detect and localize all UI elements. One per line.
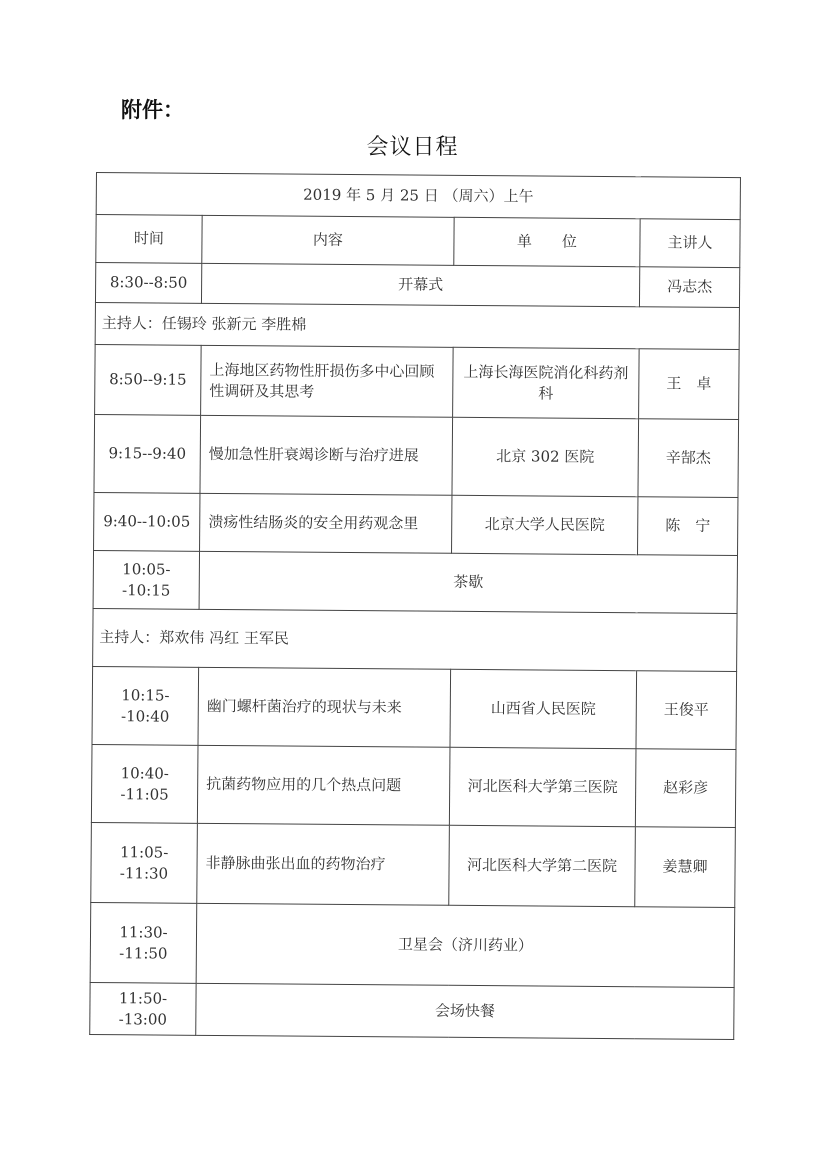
- unit-cell: 河北医科大学第二医院: [449, 825, 636, 906]
- unit-cell: 北京大学人民医院: [452, 495, 638, 554]
- column-header-time: 时间: [96, 215, 202, 264]
- content-cell: 抗菌药物应用的几个热点问题: [197, 745, 450, 825]
- unit-cell: 河北医科大学第三医院: [449, 747, 636, 826]
- speaker-cell: 赵彩彦: [635, 749, 736, 828]
- time-cell: 11:30--11:50: [90, 902, 197, 983]
- schedule-table: [89, 172, 741, 1040]
- time-cell: 10:05--10:15: [93, 550, 199, 609]
- table-row: [92, 666, 737, 749]
- unit-cell: 北京 302 医院: [452, 417, 639, 496]
- table-row: [95, 263, 739, 308]
- time-cell: 11:05--11:30: [91, 822, 198, 903]
- time-cell: 8:50--9:15: [95, 344, 202, 415]
- unit-cell: 山西省人民医院: [450, 669, 637, 748]
- host-cell: 主持人：任锡玲 张新元 李胜棉: [95, 302, 739, 349]
- column-header-content: 内容: [202, 215, 454, 265]
- content-cell: 上海地区药物性肝损伤多中心回顾性调研及其思考: [201, 345, 454, 417]
- content-cell: 慢加急性肝衰竭诊断与治疗进展: [200, 415, 453, 495]
- table-row: [90, 902, 735, 987]
- host-cell: 主持人：郑欢伟 冯红 王军民: [93, 608, 737, 671]
- attachment-label: 附件：: [121, 98, 184, 122]
- table-row: [91, 822, 736, 907]
- content-cell: 卫星会（济川药业）: [196, 903, 735, 987]
- speaker-cell: 王俊平: [636, 671, 737, 750]
- content-cell: 非静脉曲张出血的药物治疗: [197, 823, 450, 905]
- table-row: [95, 344, 740, 419]
- speaker-cell: 冯志杰: [639, 267, 739, 308]
- table-row: [93, 550, 737, 613]
- session-header: 2019 年 5 月 25 日 （周六）上午: [96, 173, 740, 220]
- session-header-row: [96, 173, 740, 220]
- time-cell: 8:30--8:50: [95, 263, 201, 304]
- time-cell: 9:15--9:40: [94, 414, 201, 493]
- column-header-speaker: 主讲人: [640, 219, 740, 268]
- speaker-cell: 王 卓: [639, 349, 740, 420]
- speaker-cell: 辛郜杰: [638, 419, 739, 498]
- content-cell: 茶歇: [199, 551, 737, 613]
- table-row: [90, 982, 734, 1039]
- content-cell: 会场快餐: [196, 983, 734, 1039]
- table-row: [94, 492, 738, 555]
- host-row: [93, 608, 737, 671]
- content-cell: 开幕式: [201, 263, 639, 306]
- content-cell: 溃疡性结肠炎的安全用药观念里: [200, 493, 452, 553]
- column-header-row: [96, 215, 740, 268]
- unit-cell: 上海长海医院消化科药剂科: [453, 347, 640, 418]
- time-cell: 9:40--10:05: [94, 492, 200, 551]
- table-row: [91, 744, 736, 827]
- content-cell: 幽门螺杆菌治疗的现状与未来: [198, 667, 451, 747]
- time-cell: 10:40--11:05: [91, 744, 198, 823]
- table-row: [94, 414, 739, 497]
- column-header-unit: 单 位: [454, 217, 640, 266]
- time-cell: 11:50--13:00: [90, 982, 196, 1035]
- time-cell: 10:15--10:40: [92, 666, 199, 745]
- speaker-cell: 姜慧卿: [635, 827, 736, 908]
- host-row: [95, 302, 739, 349]
- speaker-cell: 陈 宁: [638, 497, 738, 556]
- document-title: 会议日程: [366, 135, 459, 160]
